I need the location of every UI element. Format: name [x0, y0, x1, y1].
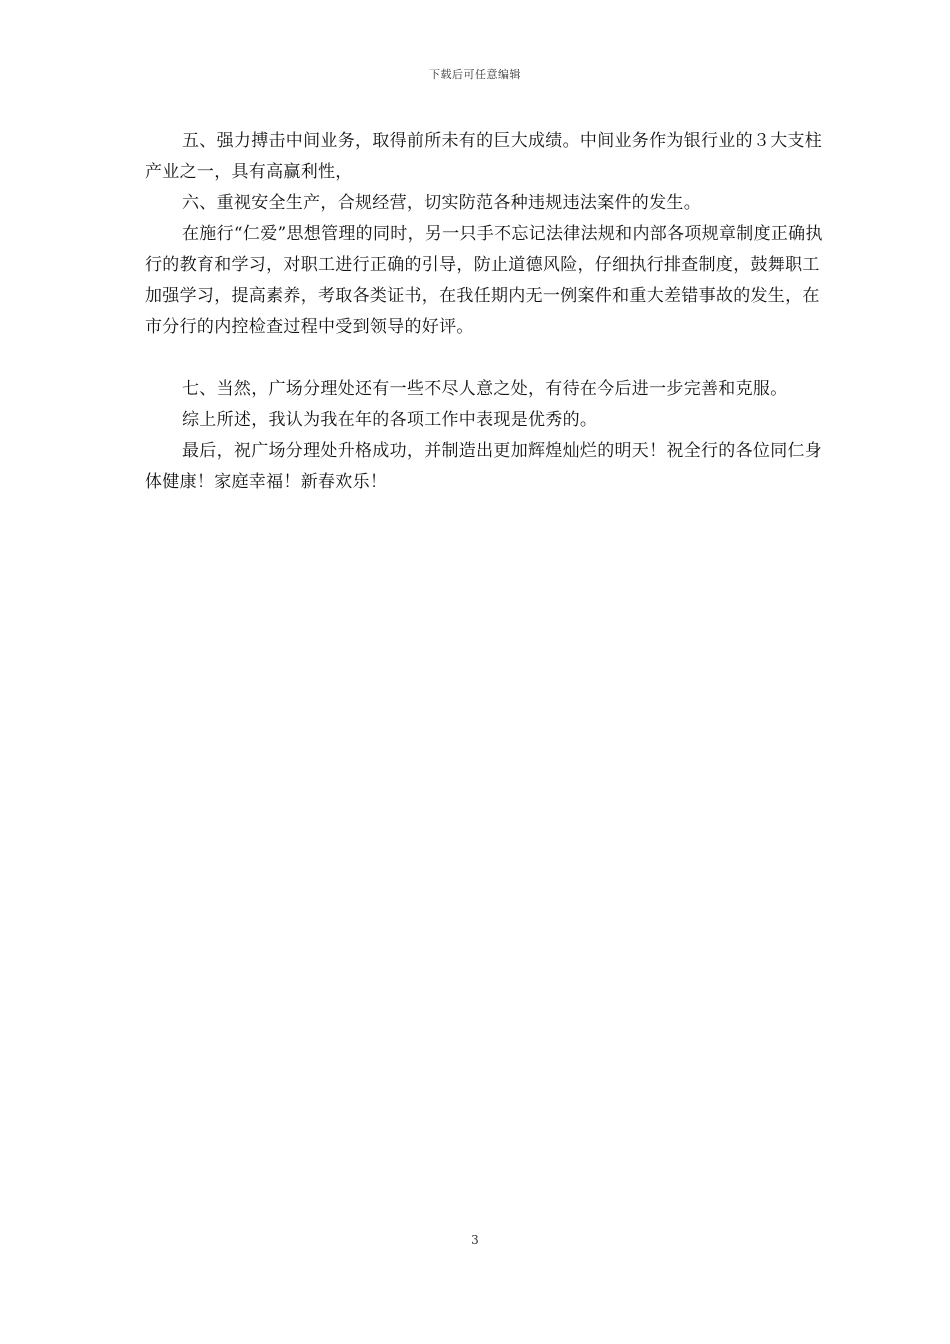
paragraph-closing-wishes: 最后，祝广场分理处升格成功，并制造出更加辉煌灿烂的明天！祝全行的各位同仁身体健康！家庭幸福！新春欢乐！ — [145, 441, 823, 492]
paragraph-spacer — [145, 343, 825, 374]
paragraph-legal-education: 在施行“仁爱”思想管理的同时，另一只手不忘记法律法规和内部各项规章制度正确执行的教育和学习，对职工进行正确的引导，防止道德风险，仔细执行排查制度，鼓舞职工加强学习，提高素养，考取各类证书，在我任期内无一例案件和重大差错事故的发生，在市分行的内控检查过程中受到领导的好评。 — [145, 224, 823, 337]
paragraph-summary: 综上所述，我认为我在年的各项工作中表现是优秀的。 — [182, 410, 598, 430]
paragraph-intermediate-business: 五、强力搏击中间业务，取得前所未有的巨大成绩。中间业务作为银行业的３大支柱产业之一，具有高赢利性， — [145, 131, 823, 182]
paragraph-shortcomings: 七、当然，广场分理处还有一些不尽人意之处，有待在今后进一步完善和克服。 — [182, 379, 788, 399]
page-number: 3 — [471, 1233, 479, 1247]
page-header-note: 下载后可任意编辑 — [429, 68, 521, 81]
paragraph-safety-compliance: 六、重视安全生产，合规经营，切实防范各种违规违法案件的发生。 — [182, 193, 701, 213]
document-body — [145, 126, 825, 498]
